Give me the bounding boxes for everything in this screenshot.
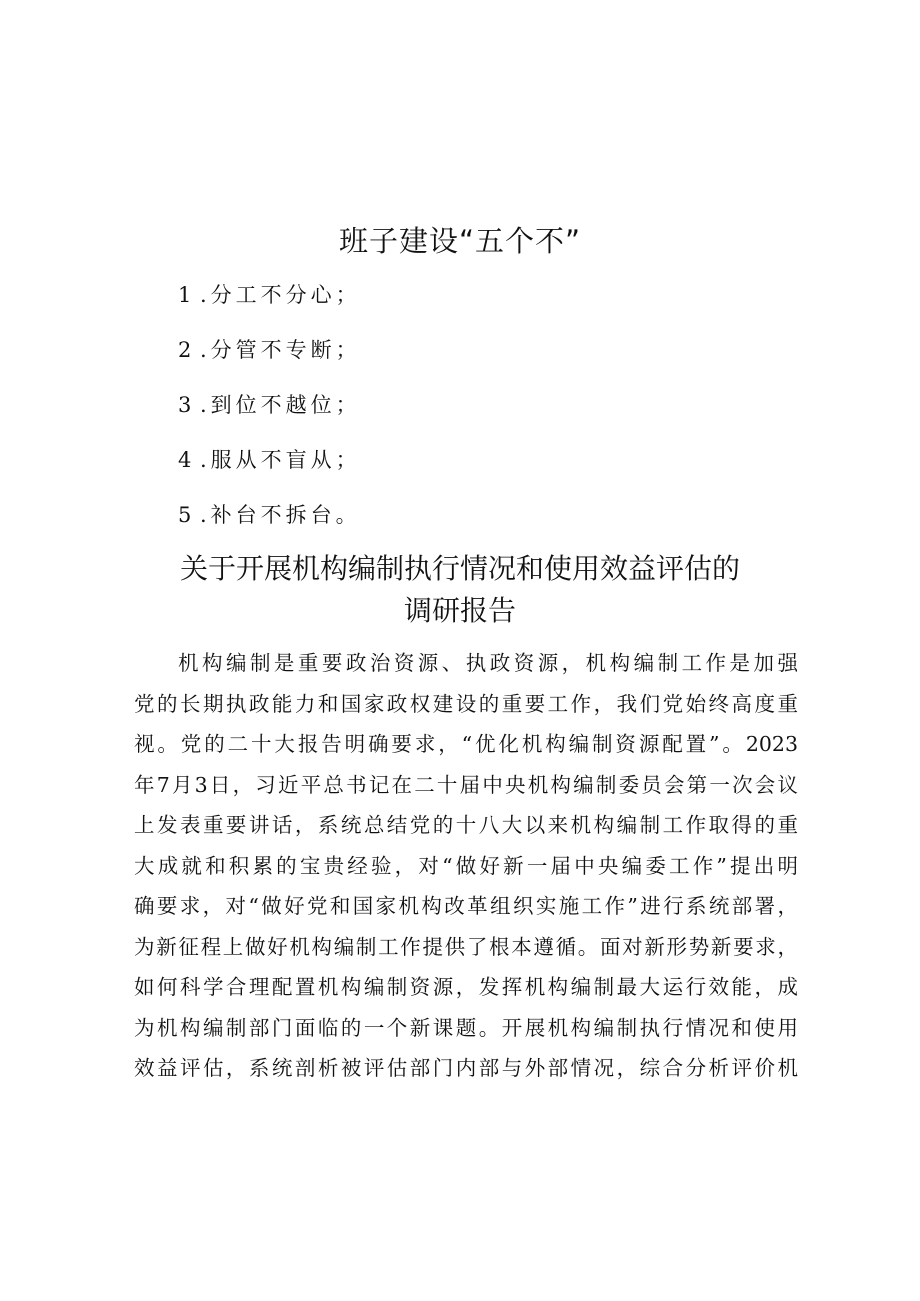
list-item-number: 1 <box>178 283 196 307</box>
paragraph-line: 机构编制是重要政治资源、执政资源，机构编制工作是加强 <box>178 651 798 675</box>
paragraph-line: 如何科学合理配置机构编制资源，发挥机构编制最大运行效能，成 <box>134 975 798 999</box>
paragraph-line: 视。党的二十大报告明确要求，“优化机构编制资源配置”。2023 <box>134 732 798 756</box>
report-title <box>0 548 920 632</box>
list-item-text: .补台不拆台。 <box>200 503 361 527</box>
list-item-number: 3 <box>178 393 196 417</box>
list-item-number: 5 <box>178 503 196 527</box>
paragraph-line: 为新征程上做好机构编制工作提供了根本遵循。面对新形势新要求， <box>134 934 798 959</box>
list-item-text: .分工不分心； <box>200 283 361 307</box>
list-item <box>178 278 361 333</box>
list-item <box>178 333 361 388</box>
paragraph-line: 党的长期执政能力和国家政权建设的重要工作，我们党始终高度重 <box>134 691 798 716</box>
list-item-number: 4 <box>178 448 196 472</box>
report-title-line-2: 调研报告 <box>403 594 516 627</box>
list-item <box>178 498 361 553</box>
report-body-paragraph <box>134 643 798 1089</box>
list-item-text: .服从不盲从； <box>200 448 361 472</box>
paragraph-line: 为机构编制部门面临的一个新课题。开展机构编制执行情况和使用 <box>134 1015 798 1040</box>
list-item <box>178 388 361 443</box>
list-item-text: .分管不专断； <box>200 338 361 362</box>
list-item <box>178 443 361 498</box>
five-nots-list <box>178 278 361 553</box>
paragraph-line: 效益评估，系统剖析被评估部门内部与外部情况，综合分析评价机 <box>134 1056 798 1080</box>
report-title-line-1: 关于开展机构编制执行情况和使用效益评估的 <box>179 552 740 585</box>
list-item-number: 2 <box>178 338 196 362</box>
list-item-text: .到位不越位； <box>200 393 361 417</box>
paragraph-line: 确要求，对“做好党和国家机构改革组织实施工作”进行系统部署， <box>134 894 798 918</box>
paragraph-line: 大成就和积累的宝贵经验，对“做好新一届中央编委工作”提出明 <box>134 853 798 878</box>
paragraph-line: 年7月3日，习近平总书记在二十届中央机构编制委员会第一次会议 <box>134 772 798 797</box>
heading-five-nots: 班子建设“五个不” <box>338 224 582 258</box>
paragraph-line: 上发表重要讲话，系统总结党的十八大以来机构编制工作取得的重 <box>134 813 798 837</box>
